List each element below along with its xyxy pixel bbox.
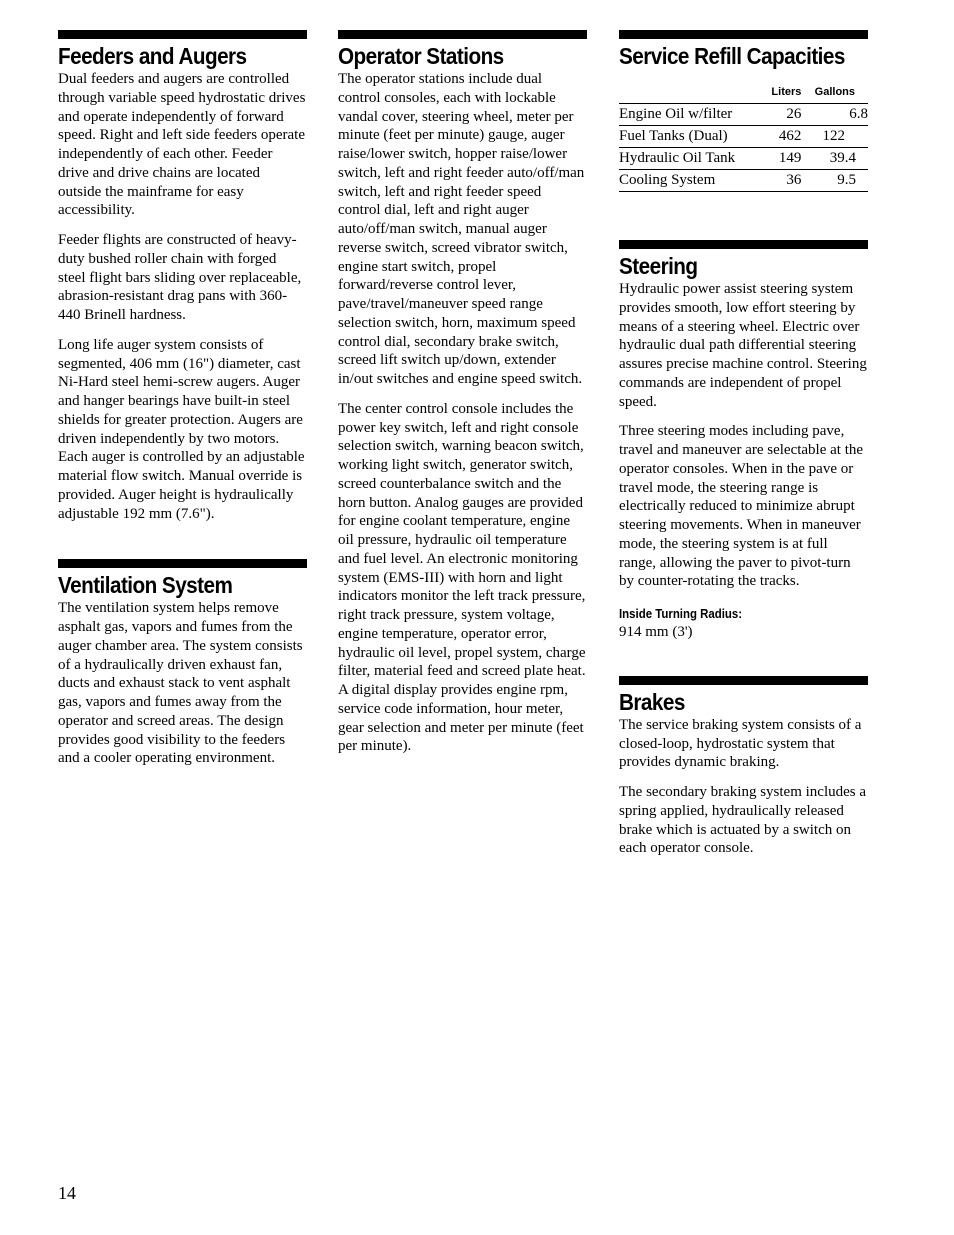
paragraph: Hydraulic power assist steering system provides smooth, low effort steering by means of a steering wheel. Electric over hydraulic dual path differential steering assures precise machine control. Steering commands are independent of propel speed. [619, 281, 867, 410]
section-brakes [619, 676, 868, 858]
table-row [619, 104, 868, 126]
row-liters: 26 [764, 104, 801, 126]
table-row [619, 126, 868, 148]
header-cell [619, 86, 764, 104]
section-title: Brakes [619, 688, 685, 715]
row-name: Hydraulic Oil Tank [619, 148, 764, 170]
section-feeders-augers [58, 30, 307, 523]
paragraph: The center control console includes the power key switch, left and right console selection switch, warning beacon switch, working light switch, generator switch, screed counterbalance switch and the horn button. Analog gauges are provided for engine coolant temperature, engine oil pressure, hydraulic oil temperature and fuel level. An electronic monitoring system (EMS-III) with horn and light indicators monitor the left track pressure, right track pressure, system voltage, engine temperature, operator error, hydraulic oil level, propel system, charge filter, material feed and screed plate heat. A digital display provides engine rpm, service code information, hour meter, gear selection and meter per minute (feet per minute). [338, 400, 586, 755]
section-steering [619, 240, 868, 642]
column-left [58, 30, 307, 779]
header-cell-gallons: Gallons [801, 86, 868, 104]
section-refill-capacities [619, 30, 868, 192]
row-gallons: 122 [801, 126, 868, 148]
paragraph: Dual feeders and augers are controlled through variable speed hydrostatic drives and operate independently of forward speed. Right and left side feeders operate independently of each other. Feeder drive and drive chains are located outside the mainframe for easy accessibility. [58, 71, 306, 219]
row-liters: 149 [764, 148, 801, 170]
section-rule [338, 30, 587, 39]
section-rule [58, 30, 307, 39]
section-title: Service Refill Capacities [619, 43, 845, 69]
capacities-table [619, 86, 868, 192]
row-gallons: 6.8 [801, 104, 868, 126]
section-title: Feeders and Augers [58, 43, 247, 69]
paragraph: The secondary braking system includes a spring applied, hydraulically released brake which is actuated by a switch on each operator console. [619, 784, 867, 857]
section-rule [619, 240, 868, 249]
header-cell-liters: Liters [764, 86, 801, 104]
section-rule [619, 30, 868, 39]
table-row [619, 148, 868, 170]
section-title: Operator Stations [338, 43, 504, 69]
table-row [619, 170, 868, 192]
column-middle [338, 30, 587, 767]
row-name: Engine Oil w/filter [619, 104, 764, 126]
row-name: Fuel Tanks (Dual) [619, 126, 764, 148]
paragraph: The operator stations include dual control consoles, each with lockable vandal cover, steering wheel, meter per minute (feet per minute) gauge, auger raise/lower switch, hopper raise/lower switch, left and right feeder auto/off/man switch, left and right feeder speed control dial, left and right auger auto/off/man switch, manual auger reverse switch, screed vibrator switch, engine start switch, propel forward/reverse control lever, pave/travel/maneuver speed range selection switch, horn, maximum speed control dial, secondary brake switch, screed lift switch up/down, extender in/out switches and engine speed switch. [338, 71, 585, 387]
row-gallons: 9.5 [801, 170, 868, 192]
section-ventilation [58, 559, 307, 768]
section-rule [619, 676, 868, 685]
paragraph: The service braking system consists of a closed-loop, hydrostatic system that provides dynamic braking. [619, 716, 862, 771]
paragraph: Three steering modes including pave, travel and maneuver are selectable at the operator consoles. When in the pave or travel mode, the steering range is electrically reduced to minimize abrupt steering movements. When in maneuver mode, the steering system is at full range, allowing the paver to pivot-turn by counter-rotating the tracks. [619, 423, 864, 590]
turning-radius-value: 914 mm (3') [619, 624, 693, 640]
section-title: Ventilation System [58, 572, 233, 599]
turning-radius-label: Inside Turning Radius: [619, 606, 743, 621]
row-gallons: 39.4 [801, 148, 868, 170]
page-number: 14 [58, 1183, 76, 1203]
row-liters: 36 [764, 170, 801, 192]
column-right [619, 30, 868, 869]
paragraph: Long life auger system consists of segmented, 406 mm (16") diameter, cast Ni-Hard steel hemi-screw augers. Auger and hanger bearings have built-in steel shields for greater protection. Augers are driven independently by two motors. Each auger is controlled by an adjustable material flow switch. Manual override is provided. Auger height is hydraulically adjustable 192 mm (7.6"). [58, 336, 305, 522]
paragraph: The ventilation system helps remove asphalt gas, vapors and fumes from the auger chamber area. The system consists of a hydraulically driven exhaust fan, ducts and exhaust stack to vent asphalt gas, vapors and fumes away from the operator and screed areas. The design provides good visibility to the feeders and a cooler operating environment. [58, 600, 303, 767]
section-title: Steering [619, 253, 698, 279]
section-operator-stations [338, 30, 587, 756]
row-liters: 462 [764, 126, 801, 148]
paragraph: Feeder flights are constructed of heavy-duty bushed roller chain with forged steel flight bars sliding over replaceable, abrasion-resistant drag pans with 360-440 Brinell hardness. [58, 232, 302, 323]
row-name: Cooling System [619, 170, 764, 192]
section-rule [58, 559, 307, 568]
table-header-row [619, 86, 868, 104]
